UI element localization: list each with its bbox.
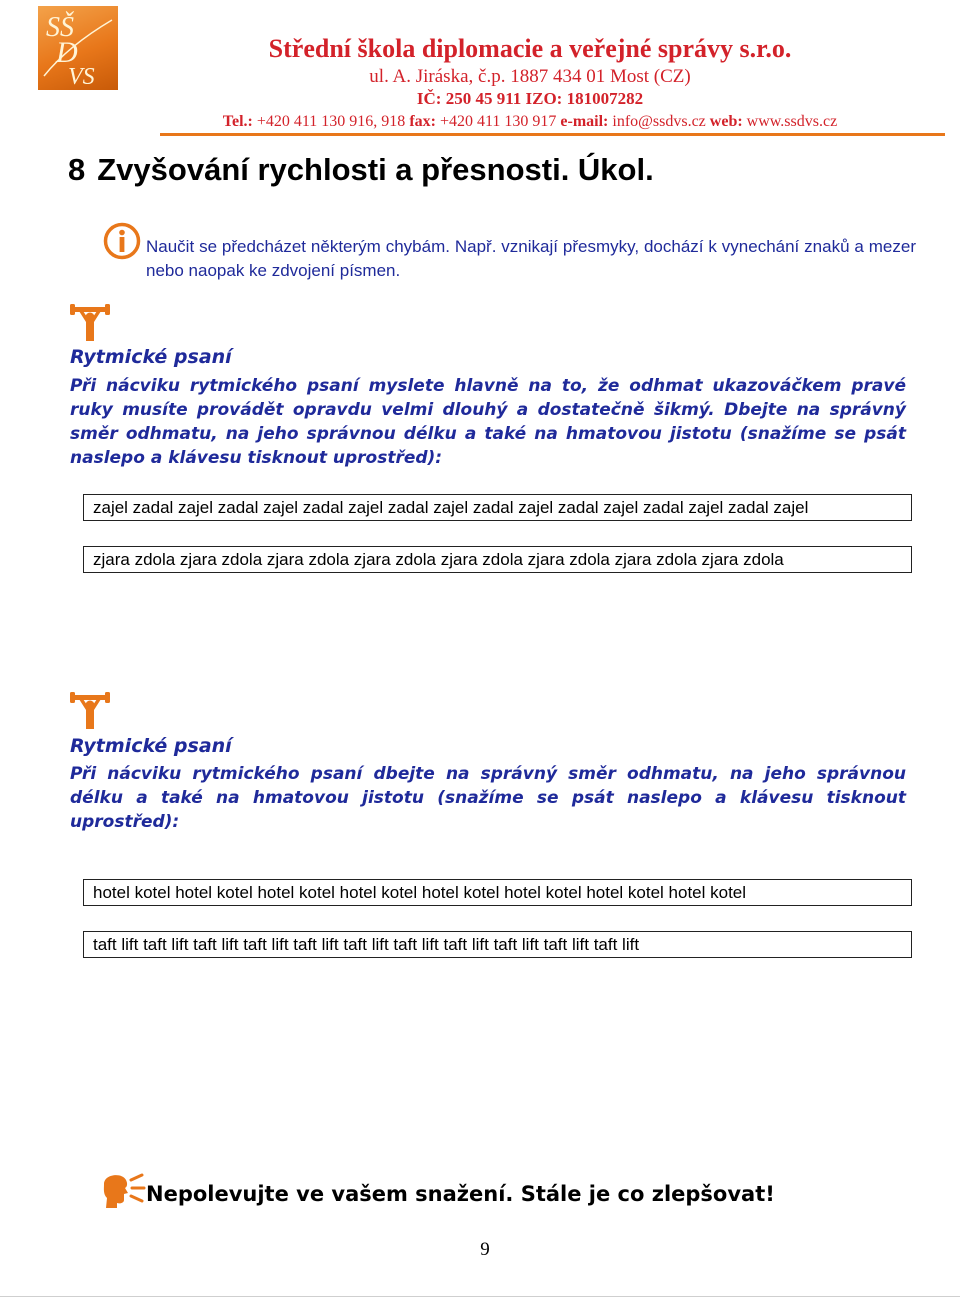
chapter-title-text: Zvyšování rychlosti a přesnosti. Úkol.: [97, 152, 654, 187]
school-contacts: [120, 113, 940, 131]
svg-text:VS: VS: [68, 64, 95, 90]
info-icon: [103, 222, 141, 260]
typing-line: zajel zadal zajel zadal zajel zadal zajel zadal zajel zadal zajel zadal zajel zadal zajel zadal zajel: [83, 494, 912, 521]
page-number: 9: [480, 1239, 490, 1260]
school-name: Střední škola diplomacie a veřejné správy s.r.o.: [268, 34, 792, 63]
exercise-title: Rytmické psaní: [70, 735, 232, 757]
email-label: e-mail:: [560, 113, 609, 130]
exercise-icon: [70, 303, 110, 343]
tel-label: Tel.:: [222, 113, 253, 130]
email-value[interactable]: info@ssdvs.cz: [608, 113, 710, 130]
school-ids: IČ: 250 45 911 IZO: 181007282: [416, 89, 644, 108]
typing-line: zjara zdola zjara zdola zjara zdola zjara zdola zjara zdola zjara zdola zjara zdola zjara zdola: [83, 546, 912, 573]
motto-text: Nepolevujte ve vašem snažení. Stále je co zlepšovat!: [146, 1182, 775, 1206]
chapter-title: [68, 152, 654, 188]
info-note-text: Naučit se předcházet některým chybám. Např. vznikají přesmyky, dochází k vynechání znaků a mezer nebo naopak ke zdvojení písmen.: [146, 237, 916, 280]
fax-label: fax:: [409, 113, 436, 130]
svg-text:D: D: [56, 36, 78, 69]
school-logo: [38, 6, 118, 90]
tel-value: +420 411 130 916, 918: [252, 113, 410, 130]
svg-text:SŠ: SŠ: [46, 12, 74, 43]
exercise-icon: [70, 691, 110, 731]
page-bottom-divider: [0, 1296, 960, 1297]
speaking-icon: [100, 1170, 146, 1210]
web-value[interactable]: www.ssdvs.cz: [742, 113, 838, 130]
typing-line: hotel kotel hotel kotel hotel kotel hotel kotel hotel kotel hotel kotel hotel kotel hotel kotel: [83, 879, 912, 906]
web-label: web:: [709, 113, 743, 130]
chapter-number: 8: [68, 152, 86, 187]
school-address: ul. A. Jiráska, č.p. 1887 434 01 Most (CZ): [369, 66, 691, 87]
exercise-instruction: Při nácviku rytmického psaní dbejte na správný směr odhmatu, na jeho správnou délku a také na hmatovou jistotu (snažíme se psát naslepo a klávesu tisknout uprostřed):: [70, 764, 906, 832]
header-divider: [160, 133, 945, 136]
fax-value: +420 411 130 917: [435, 113, 561, 130]
typing-line: taft lift taft lift taft lift taft lift taft lift taft lift taft lift taft lift taft lift taft lift taft lift: [83, 931, 912, 958]
exercise-title: Rytmické psaní: [70, 346, 232, 368]
exercise-instruction: Při nácviku rytmického psaní myslete hlavně na to, že odhmat ukazováčkem pravé ruky musíte provádět opravdu velmi dlouhý a dostatečně šikmý. Dbejte na správný směr odhmatu, na jeho správnou délku a také na hmatovou jistotu (snažíme se psát naslepo a klávesu tisknout uprostřed):: [70, 376, 906, 468]
